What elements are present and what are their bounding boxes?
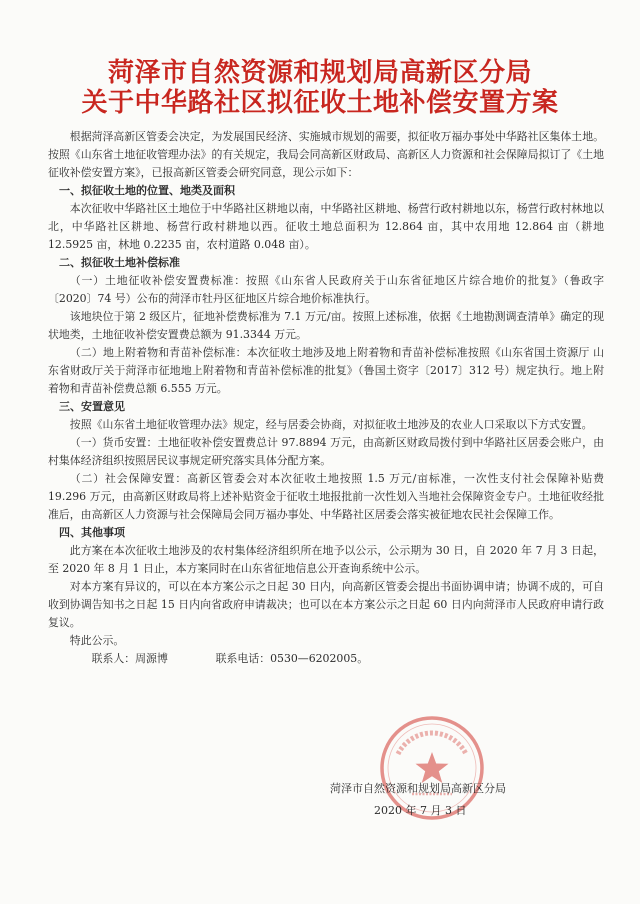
section-4-paragraph-2: 对本方案有异议的，可以在本方案公示之日起 30 日内，向高新区管委会提出书面协调申请；协调不成的，可自收到协调告知书之日起 15 日内向省政府申请裁决；也可以在本方案公示之日起 60 日内向菏泽市人民政府申请行政复议。 (48, 580, 604, 629)
signature-block (330, 778, 560, 822)
contact-line (48, 650, 604, 668)
title-line-2: 关于中华路社区拟征收土地补偿安置方案 (81, 88, 559, 118)
section-1-heading: 一、拟征收土地的位置、地类及面积 (59, 184, 235, 197)
section-2-paragraph-3: （二）地上附着物和青苗补偿标准：本次征收土地涉及地上附着物和青苗补偿标准按照《山东省国土资源厅 山东省财政厅关于菏泽市征地地上附着物和青苗补偿标准的批复》（鲁国土资字〔2017〕312 号）规定执行。地上附着物和青苗补偿费总额 6.555 万元。 (48, 346, 604, 395)
issuing-organization: 菏泽市自然资源和规划局高新区分局 (330, 782, 506, 795)
issue-date: 2020 年 7 月 3 日 (374, 804, 467, 817)
contact-phone: 联系电话：0530—6202005。 (215, 652, 369, 665)
section-4-paragraph-1: 此方案在本次征收土地涉及的农村集体经济组织所在地予以公示，公示期为 30 日，自 2020 年 7 月 3 日起，至 2020 年 8 月 1 日止，本方案同时在山东省征地信息公开查询系统中公示。 (48, 544, 604, 575)
section-2-paragraph-1: （一）土地征收补偿安置费标准：按照《山东省人民政府关于山东省征地区片综合地价的批复》（鲁政字〔2020〕74 号）公布的菏泽市牡丹区征地区片综合地价标准执行。 (48, 274, 604, 305)
notice-body (48, 128, 604, 668)
intro-paragraph: 根据菏泽高新区管委会决定，为发展国民经济、实施城市规划的需要，拟征收万福办事处中华路社区集体土地。按照《山东省土地征收管理办法》的有关规定，我局会同高新区财政局、高新区人力资源和社会保障局拟订了《土地征收补偿安置方案》，已报高新区管委会研究同意，现公示如下： (48, 130, 604, 179)
section-3-heading: 三、安置意见 (59, 400, 125, 413)
section-2-heading: 二、拟征收土地补偿标准 (59, 256, 180, 269)
section-1-paragraph: 本次征收中华路社区土地位于中华路社区耕地以南，中华路社区耕地、杨营行政村耕地以东，杨营行政村林地以北，中华路社区耕地、杨营行政村耕地以西。征收土地总面积为 12.864 亩，其中农用地 12.864 亩（耕地 12.5925 亩，林地 0.2235 亩，农村道路 0.048 亩）。 (48, 202, 604, 251)
section-3-paragraph-3: （二）社会保障安置：高新区管委会对本次征收土地按照 1.5 万元/亩标准，一次性支付社会保障补贴费 19.296 万元，由高新区财政局将上述补贴资金于征收土地报批前一次性划入当地社会保障资金专户。土地征收经批准后，由高新区人力资源与社会保障局会同万福办事处、中华路社区居委会落实被征地农民社会保障工作。 (48, 472, 604, 521)
section-3-paragraph-2: （一）货币安置：土地征收补偿安置费总计 97.8894 万元，由高新区财政局拨付到中华路社区居委会账户，由村集体经济组织按照居民议事规定研究落实具体分配方案。 (48, 436, 604, 467)
title-line-1: 菏泽市自然资源和规划局高新区分局 (107, 58, 532, 88)
section-4-heading: 四、其他事项 (59, 526, 125, 539)
section-2-paragraph-2: 该地块位于第 2 级区片，征地补偿费标准为 7.1 万元/亩。按照上述标准，依据《土地勘测调查清单》确定的现状地类，土地征收补偿安置费总额为 91.3344 万元。 (48, 310, 604, 341)
section-3-paragraph-1: 按照《山东省土地征收管理办法》规定，经与居委会协商，对拟征收土地涉及的农业人口采取以下方式安置。 (69, 418, 593, 431)
closing-remark: 特此公示。 (69, 634, 125, 647)
contact-person: 联系人：周源博 (91, 652, 168, 665)
